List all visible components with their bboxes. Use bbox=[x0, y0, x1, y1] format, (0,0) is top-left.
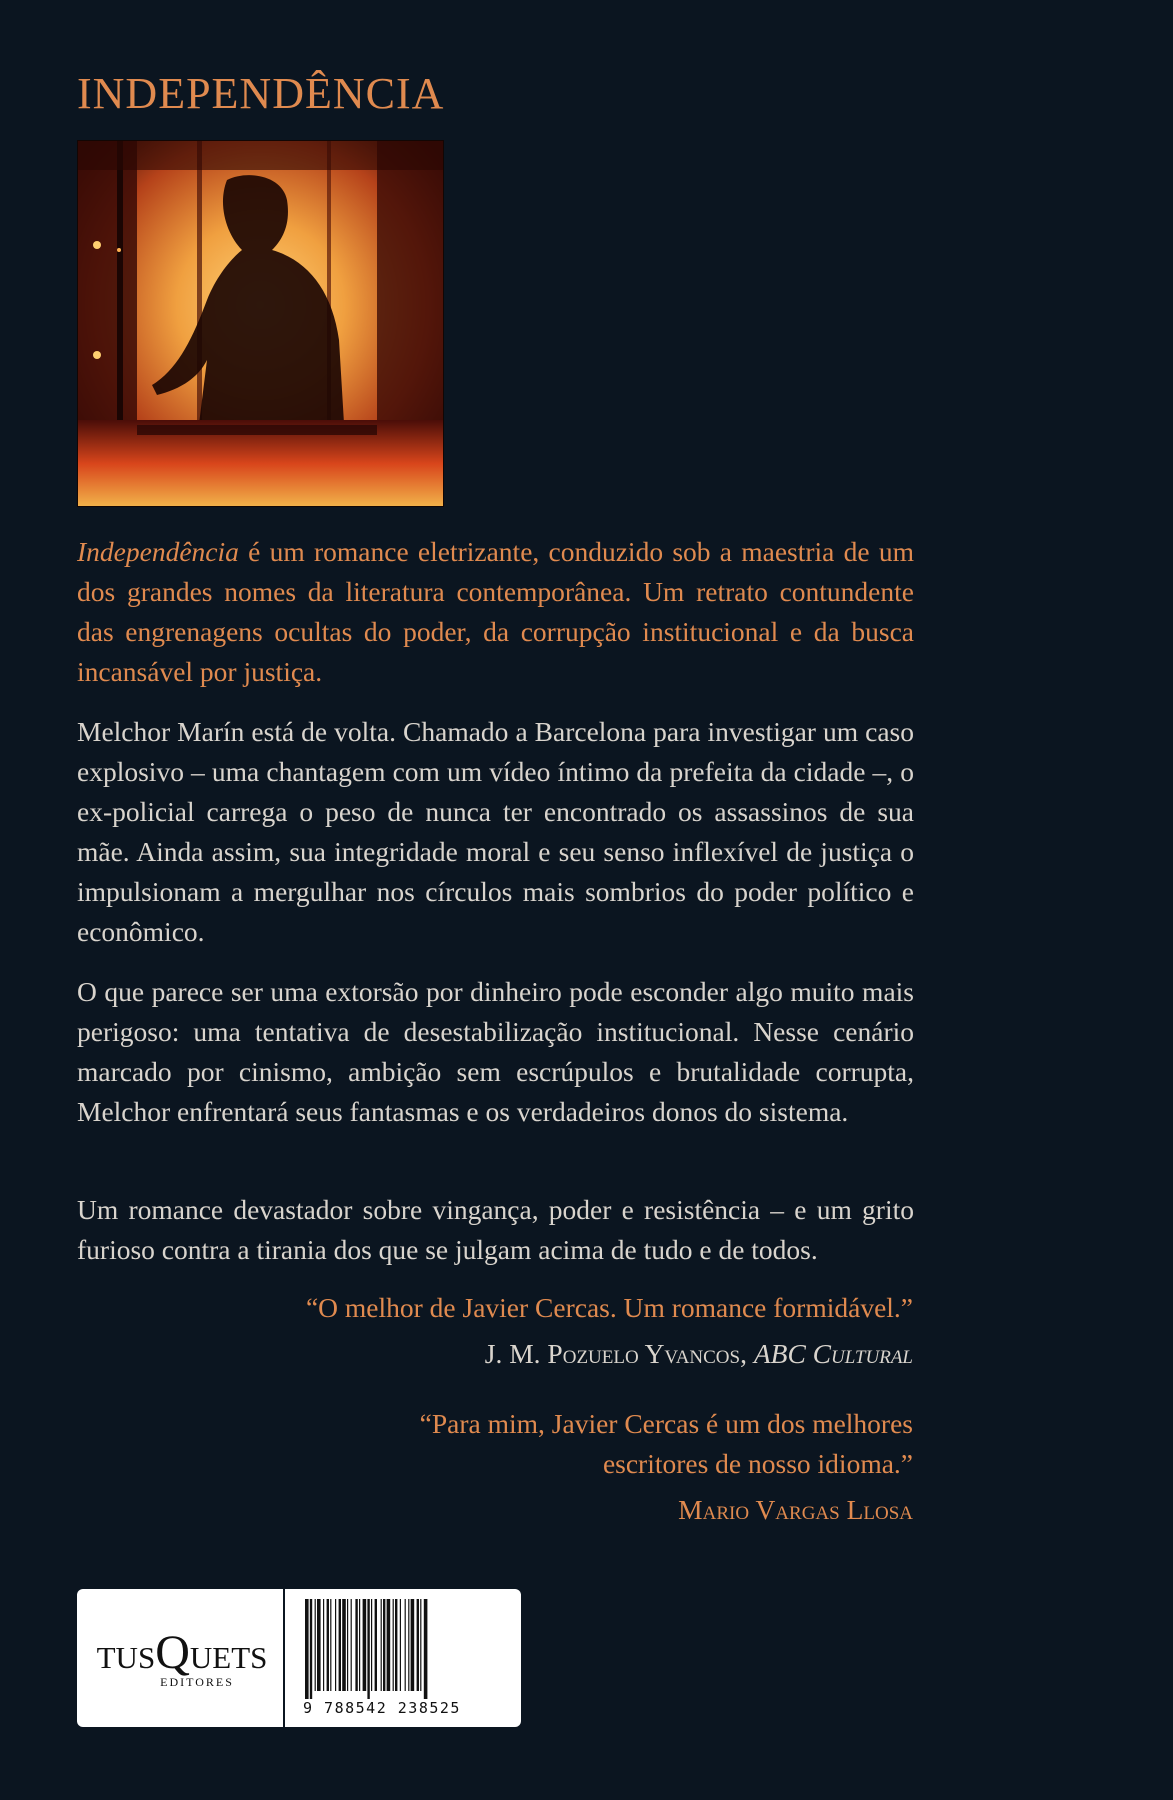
barcode-bar bbox=[339, 1599, 341, 1691]
barcode-bar bbox=[315, 1599, 316, 1691]
barcode-bar bbox=[400, 1599, 401, 1691]
barcode-bar bbox=[351, 1599, 352, 1691]
lead-text: é um romance eletrizante, conduzido sob a maestria de um dos grandes nomes da literatura contemporânea. Um retrato contundente das engrenagens ocultas do poder, da corrupção institucional e da busca incansável por justiça. bbox=[77, 536, 914, 687]
isbn-number: 9 788542 238525 bbox=[303, 1699, 461, 1717]
review-attribution-1 bbox=[485, 1334, 913, 1374]
barcode-bar bbox=[347, 1599, 348, 1691]
barcode-bar bbox=[424, 1599, 428, 1699]
logo-divider bbox=[283, 1589, 285, 1727]
lead-paragraph bbox=[77, 532, 914, 692]
barcode-bar bbox=[323, 1599, 324, 1691]
barcode-bar bbox=[355, 1599, 357, 1691]
review-author-1: J. M. Pozuelo Yvancos, bbox=[484, 1338, 754, 1369]
logo-prefix: TUS bbox=[96, 1640, 156, 1675]
review-quote-1: “O melhor de Javier Cercas. Um romance formidável.” bbox=[305, 1292, 913, 1323]
barcode-bar bbox=[417, 1599, 419, 1691]
barcode-bar bbox=[405, 1599, 406, 1691]
barcode-bar bbox=[375, 1599, 377, 1691]
barcode-bar bbox=[327, 1599, 329, 1691]
logo-subtitle: EDITORES bbox=[160, 1675, 234, 1689]
review-source-1: ABC Cultural bbox=[753, 1338, 913, 1369]
barcode-bar bbox=[305, 1599, 309, 1699]
barcode-bar bbox=[395, 1599, 397, 1691]
barcode-bar bbox=[411, 1599, 415, 1691]
cover-photo bbox=[77, 140, 444, 507]
barcode-bar bbox=[363, 1599, 367, 1691]
review-attribution-2: Mario Vargas Llosa bbox=[678, 1494, 913, 1525]
barcode-bar bbox=[408, 1599, 409, 1691]
publisher-logo bbox=[87, 1626, 277, 1690]
barcode-bar bbox=[393, 1599, 394, 1691]
synopsis-paragraph-3: Um romance devastador sobre vingança, poder e resistência – e um grito furioso contra a tirania dos que se julgam acima de tudo e de todos. bbox=[77, 1194, 914, 1265]
barcode-bar bbox=[381, 1599, 382, 1691]
barcode-bar bbox=[371, 1599, 372, 1691]
synopsis-paragraph-2: O que parece ser uma extorsão por dinheiro pode esconder algo muito mais perigoso: uma tentativa de desestabilização institucional. Nesse cenário marcado por cinismo, ambição sem escrúpulos e brutalidade corrupta, Melchor enfrentará seus fantasmas e os verdadeiros donos do sistema. bbox=[77, 976, 914, 1127]
barcode-bar bbox=[317, 1599, 321, 1691]
isbn-barcode bbox=[305, 1599, 511, 1699]
barcode-bar bbox=[342, 1599, 346, 1691]
synopsis-paragraph-1: Melchor Marín está de volta. Chamado a Barcelona para investigar um caso explosivo – uma chantagem com um vídeo íntimo da prefeita da cidade –, o ex-policial carrega o peso de nunca ter encontrado os assassinos de sua mãe. Ainda assim, sua integridade moral e seu senso inflexível de justiça o impulsionam a mergulhar nos círculos mais sombrios do poder político e econômico. bbox=[77, 716, 914, 947]
barcode-bar bbox=[359, 1599, 360, 1691]
barcode-bar bbox=[330, 1599, 331, 1691]
barcode-bar bbox=[367, 1599, 369, 1699]
barcode-bar bbox=[420, 1599, 421, 1691]
logo-big-letter: Q bbox=[155, 1626, 190, 1679]
lead-title-italic: Independência bbox=[77, 536, 239, 567]
barcode-bar bbox=[387, 1599, 391, 1691]
barcode-bar bbox=[310, 1599, 312, 1699]
barcode-bar bbox=[383, 1599, 385, 1691]
silhouette-photo-image bbox=[77, 140, 444, 507]
barcode-bar bbox=[335, 1599, 336, 1691]
publisher-barcode-box bbox=[77, 1589, 521, 1727]
review-quote-2: “Para mim, Javier Cercas é um dos melhores escritores de nosso idioma.” bbox=[419, 1408, 913, 1479]
book-title: INDEPENDÊNCIA bbox=[77, 69, 445, 118]
logo-suffix: UETS bbox=[189, 1640, 268, 1675]
